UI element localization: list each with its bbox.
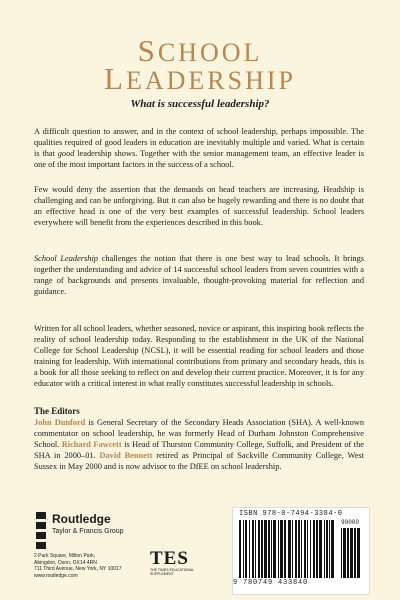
barcode-bar [273, 520, 276, 578]
barcode-bar [307, 520, 308, 578]
barcode-bar [324, 520, 325, 578]
barcode-bar [280, 520, 283, 578]
isbn-barcode [232, 507, 370, 595]
barcode-bar [331, 520, 334, 578]
publisher-name: Routledge [52, 512, 111, 526]
barcode-bar [268, 520, 270, 578]
barcode-bar [292, 520, 293, 578]
editors-bio: John Dunford is General Secretary of the Secondary Heads Association (SHA). A well-known commentator on school leadership, he was formerly Head of Durham Johnston Comprehensive School. Richard Fawcett is Head of Thurston Community College, Suffolk, and President of the SHA in 2000–01. David Bennett retired as Principal of Sackville Community College, West Sussex in May 2000 and is now advisor to the DfEE on school leadership. [34, 418, 364, 471]
barcode-bar [258, 520, 260, 578]
barcode-bar [249, 520, 250, 578]
barcode-bar [284, 520, 286, 578]
barcode-bar [310, 520, 311, 578]
barcode-bar [271, 520, 272, 578]
barcode-bar [252, 520, 254, 578]
paragraph-1: A difficult question to answer, and in the context of school leadership, perhaps impossible. The qualities required of good leaders in education are inevitably multiple and varied. What is certain is that good leadership shows. Together with the senior management team, an effective leader is one of the most important factors in the success of a school. [34, 127, 365, 169]
editors-heading: The Editors [34, 406, 80, 416]
barcode-addon-label: 90000 [341, 519, 360, 526]
paragraph-2: Few would deny the assertion that the demands on head teachers are increasing. Headship is challenging and can be unforgiving. But it can also be hugely rewarding and there is no doubt that an effective head is one of the very best examples of successful leadership. School leaders everywhere will benefit from the experiences described in this book. [34, 185, 364, 227]
title-line-2: LEADERSHIP [104, 61, 296, 96]
barcode-bar [261, 520, 263, 578]
editor-name: David Bennett [99, 450, 153, 460]
barcode-bar [243, 520, 244, 578]
paragraph-3: School Leadership challenges the notion that there is one best way to lead schools. It brings together the understanding and advice of 14 successful school leaders from seven countries with a range of backgrounds and presents invaluable, thought-provoking material for reflection and guidance. [34, 254, 364, 296]
barcode-bar [278, 520, 279, 578]
barcode-bar [298, 520, 300, 578]
barcode-bar [326, 520, 328, 578]
barcode-bar [319, 520, 322, 578]
publisher-address: 2 Park Square, Milton Park, Abingdon, Oxon, OX14 4RN 711 Third Avenue, New York, NY 10017 www.routledge.com [34, 553, 122, 579]
editor-name: Richard Fawcett [61, 439, 122, 449]
title-line-1: SCHOOL [137, 33, 263, 68]
barcode-bar [304, 520, 306, 578]
barcode-digits: 9 780749 433840 [233, 579, 309, 587]
barcode-bars [239, 520, 335, 578]
barcode-bar [288, 520, 291, 578]
barcode-bar [239, 520, 241, 578]
routledge-logo-icon [34, 512, 48, 550]
barcode-bar [316, 520, 318, 578]
barcode-bar [329, 520, 330, 578]
barcode-bar [264, 520, 267, 578]
paragraph-4: Written for all school leaders, whether seasoned, novice or aspirant, this inspiring book reflects the reality of school leadership today. Responding to the establishment in the UK of the National College for School Leadership (NCSL), it will be essential reading for school leaders and those training for leadership. With international contributions from primary and secondary heads, this is a book for all those seeking to reflect on and develop their current practice. Moreover, it is for any educator with a critical interest in what really constitutes successful leadership in schools. [34, 324, 364, 388]
barcode-bar [313, 520, 315, 578]
barcode-addon-bars [341, 528, 363, 578]
publisher-group: Taylor & Francis Group [52, 528, 124, 535]
barcode-bar [357, 528, 360, 578]
barcode-bar [255, 520, 256, 578]
isbn-text: ISBN 978-0-7494-3384-0 [239, 510, 343, 518]
barcode-bar [245, 520, 247, 578]
tes-logo: TES THE TIMES EDUCATIONAL SUPPLEMENT [150, 548, 195, 576]
barcode-bar [354, 528, 356, 578]
barcode-bar [343, 528, 346, 578]
barcode-bar [295, 520, 297, 578]
subtitle: What is successful leadership? [130, 98, 270, 110]
barcode-bar [341, 528, 342, 578]
editor-name: John Dunford [34, 418, 86, 427]
barcode-bar [301, 520, 302, 578]
barcode-bar [350, 528, 353, 578]
barcode-bar [347, 528, 349, 578]
